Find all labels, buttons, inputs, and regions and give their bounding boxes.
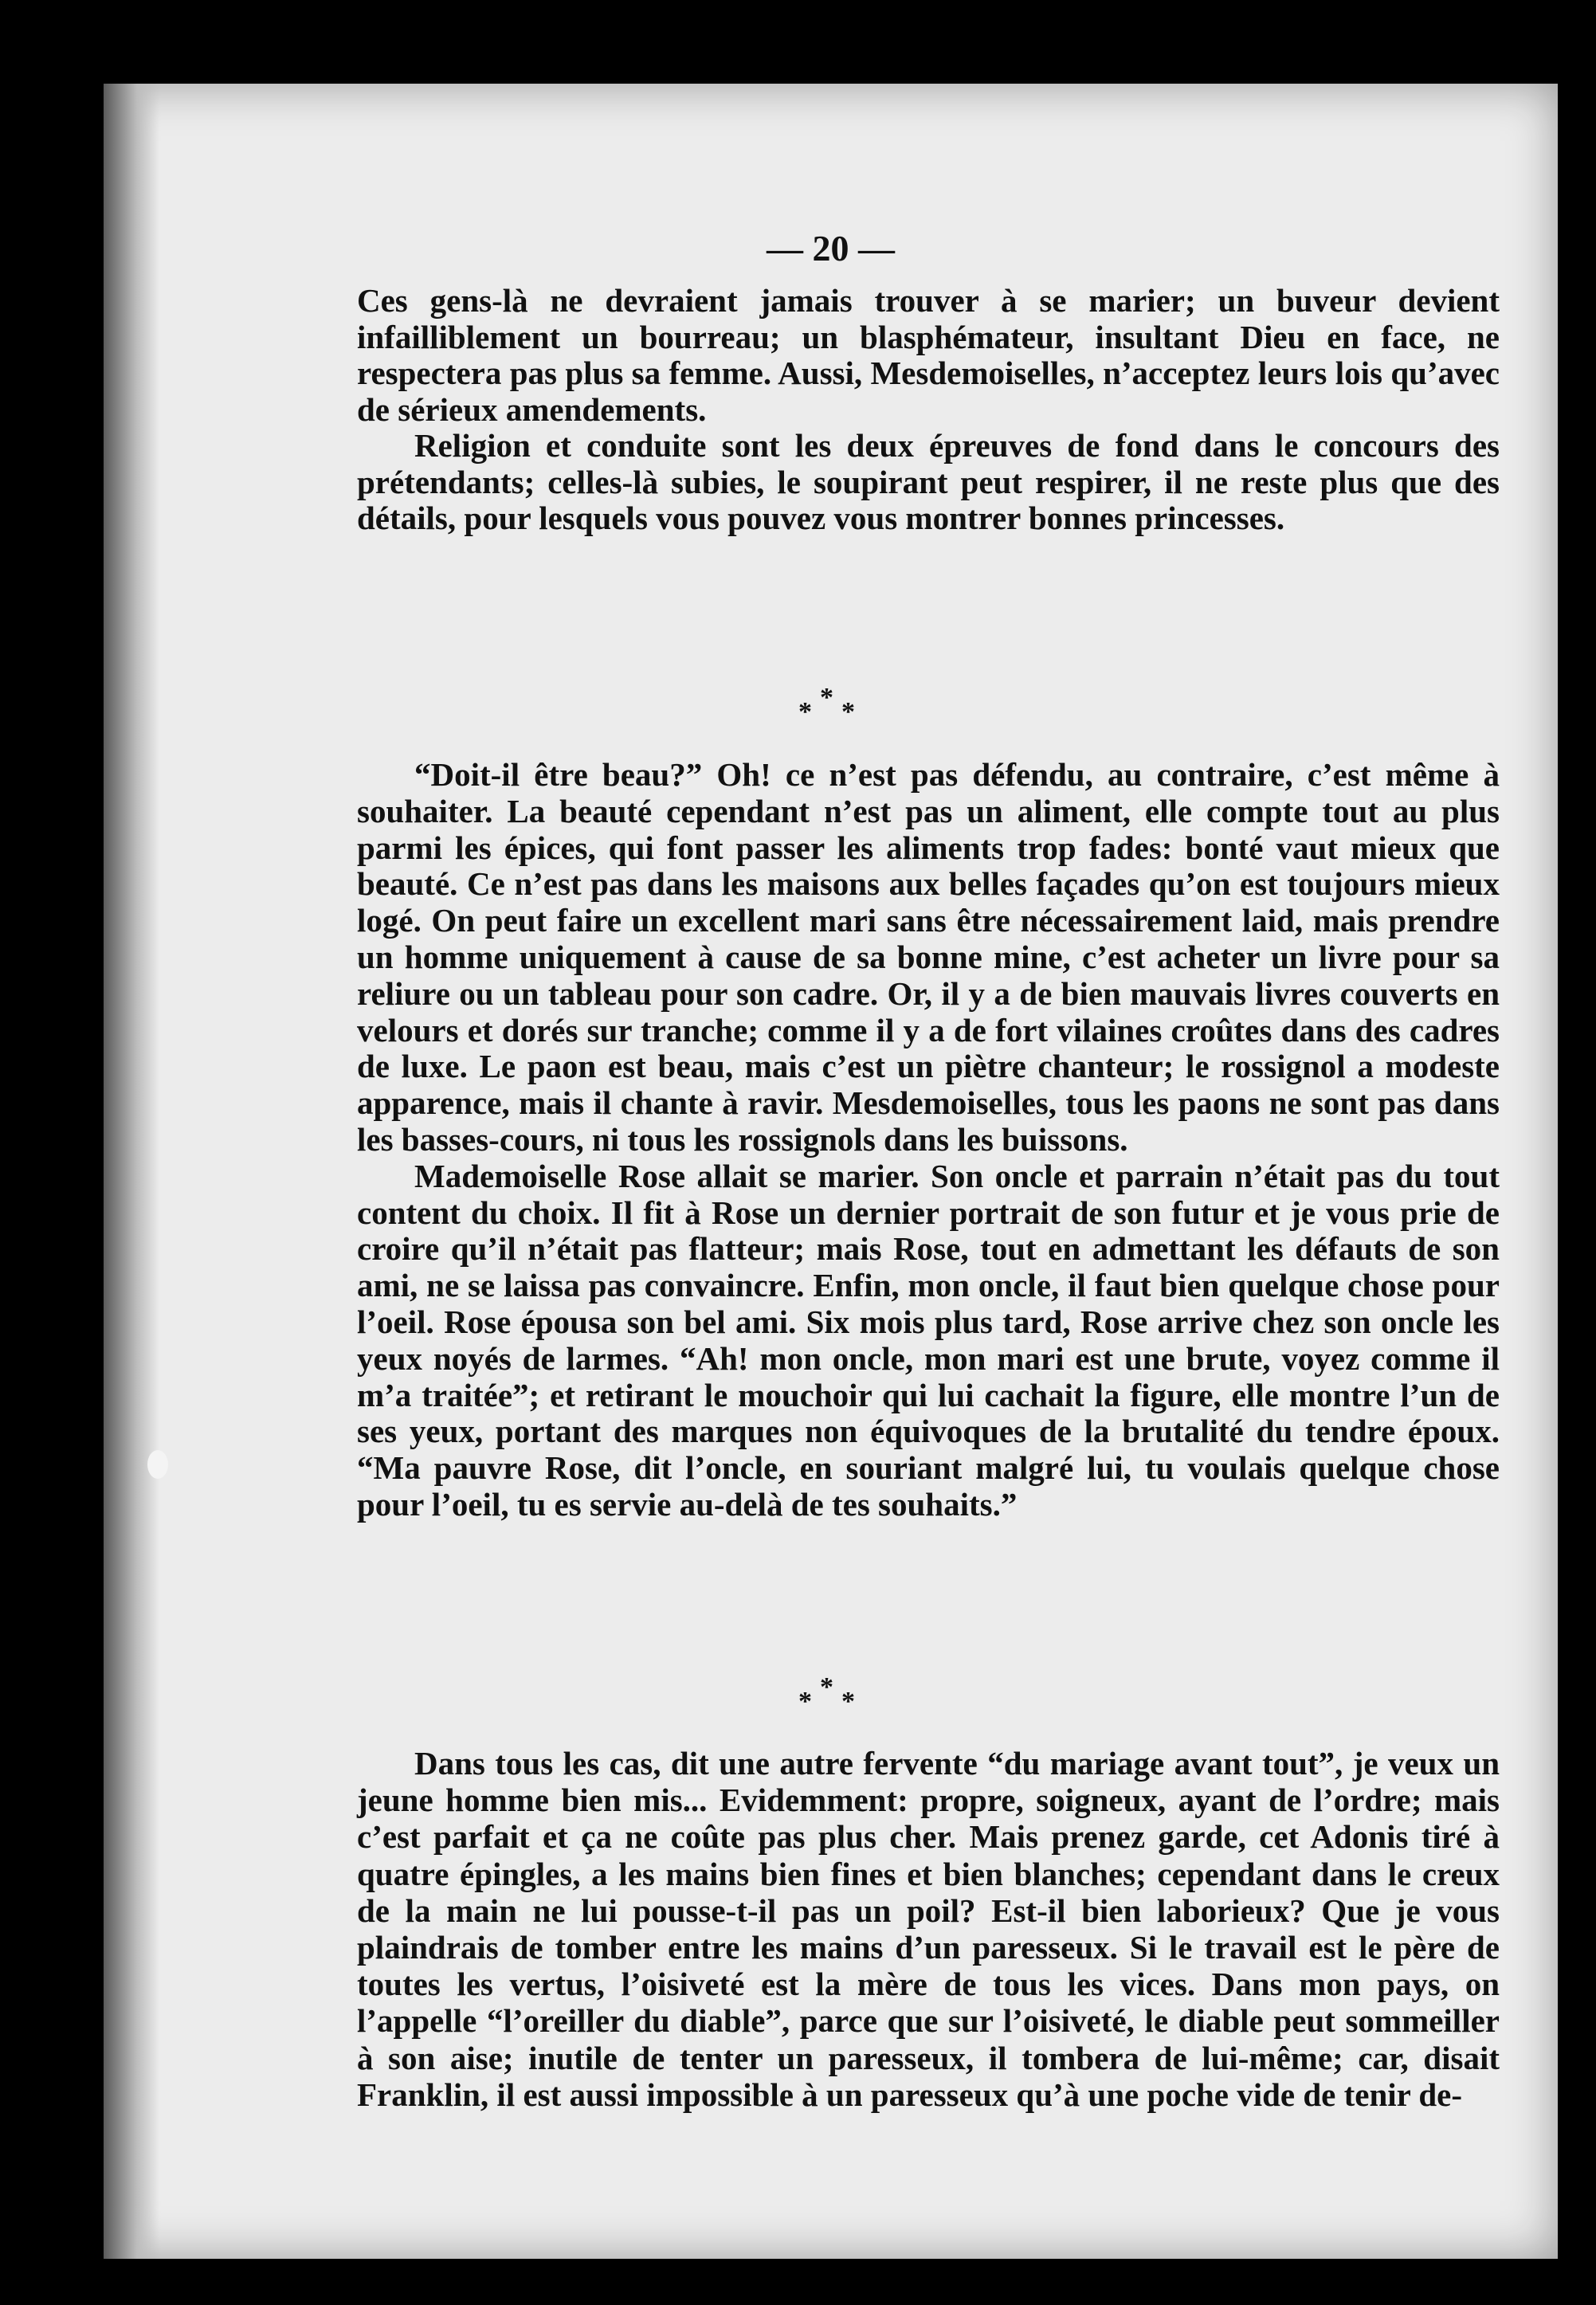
- asterisk: *: [820, 1672, 841, 1702]
- text-section-1: [357, 283, 1500, 537]
- asterisk: *: [841, 1687, 863, 1716]
- paragraph: Ces gens-là ne devraient jamais trouver à se marier; un buveur devient infailliblement un bourreau; un blasphémateur, insultant Dieu en face, ne respectera pas plus sa femme. Aussi, Mesdemoiselles, n’acceptez leurs lois qu’avec de sérieux amendements.: [357, 282, 1500, 428]
- scan-artifact: [147, 1450, 168, 1479]
- asterisk: *: [820, 683, 841, 712]
- page-number: — 20 —: [767, 228, 895, 269]
- text-section-3: [357, 1745, 1500, 2113]
- paragraph: “Doit-il être beau?” Oh! ce n’est pas défendu, au contraire, c’est même à souhaiter. La beauté cependant n’est pas un aliment, elle compte tout au plus parmi les épices, qui font passer les aliments trop fades: bonté vaut mieux que beauté. Ce n’est pas dans les maisons aux belles façades qu’on est toujours mieux logé. On peut faire un excellent mari sans être nécessairement laid, mais prendre un homme uniquement à cause de sa bonne mine, c’est acheter un livre pour sa reliure ou un tableau pour son cadre. Or, il y a de bien mauvais livres couverts en velours et dorés sur tranche; comme il y a de fort vilaines croûtes dans des cadres de luxe. Le paon est beau, mais c’est un piètre chanteur; le rossignol a modeste apparence, mais il chante à ravir. Mesdemoiselles, tous les paons ne sont pas dans les basses-cours, ni tous les rossignols dans les buissons.: [357, 756, 1500, 1158]
- section-separator: [104, 683, 1558, 727]
- text-section-2: [357, 757, 1500, 1523]
- asterisk: *: [798, 1687, 820, 1716]
- paragraph: Religion et conduite sont les deux épreuves de fond dans le concours des prétendants; celles-là subies, le soupirant peut respirer, il ne reste plus que des détails, pour lesquels vous pouvez vous montrer bonnes princesses.: [357, 427, 1500, 536]
- section-separator: [104, 1672, 1558, 1717]
- asterisk: *: [798, 697, 820, 727]
- paragraph: Mademoiselle Rose allait se marier. Son oncle et parrain n’était pas du tout content du choix. Il fit à Rose un dernier portrait de son futur et je vous prie de croire qu’il n’était pas flatteur; mais Rose, tout en admettant les défauts de son ami, ne se laissa pas convaincre. Enfin, mon oncle, il faut bien quelque chose pour l’oeil. Rose épousa son bel ami. Six mois plus tard, Rose arrive chez son oncle les yeux noyés de larmes. “Ah! mon oncle, mon mari est une brute, voyez comme il m’a traitée”; et retirant le mouchoir qui lui cachait la figure, elle montre l’un de ses yeux, portant des marques non équivoques de la brutalité du tendre époux. “Ma pauvre Rose, dit l’oncle, en souriant malgré lui, tu voulais quelque chose pour l’oeil, tu es servie au-delà de tes souhaits.”: [357, 1157, 1500, 1523]
- asterisk: *: [841, 697, 863, 727]
- scanned-page: [104, 84, 1558, 2259]
- paragraph: Dans tous les cas, dit une autre fervente “du mariage avant tout”, je veux un jeune homme bien mis... Evidemment: propre, soigneux, ayant de l’ordre; mais c’est parfait et ça ne coûte pas plus cher. Mais prenez garde, cet Adonis tiré à quatre épingles, a les mains bien fines et bien blanches; cependant dans le creux de la main ne lui pousse-t-il pas un poil? Est-il bien laborieux? Que je vous plaindrais de tomber entre les mains d’un paresseux. Si le travail est le père de toutes les vertus, l’oisiveté est la mère de tous les vices. Dans mon pays, on l’appelle “l’oreiller du diable”, parce que sur l’oisiveté, le diable peut sommeiller à son aise; inutile de tenter un paresseux, il tombera de lui-même; car, disait Franklin, il est aussi impossible à un paresseux qu’à une poche vide de tenir de-: [357, 1745, 1500, 2113]
